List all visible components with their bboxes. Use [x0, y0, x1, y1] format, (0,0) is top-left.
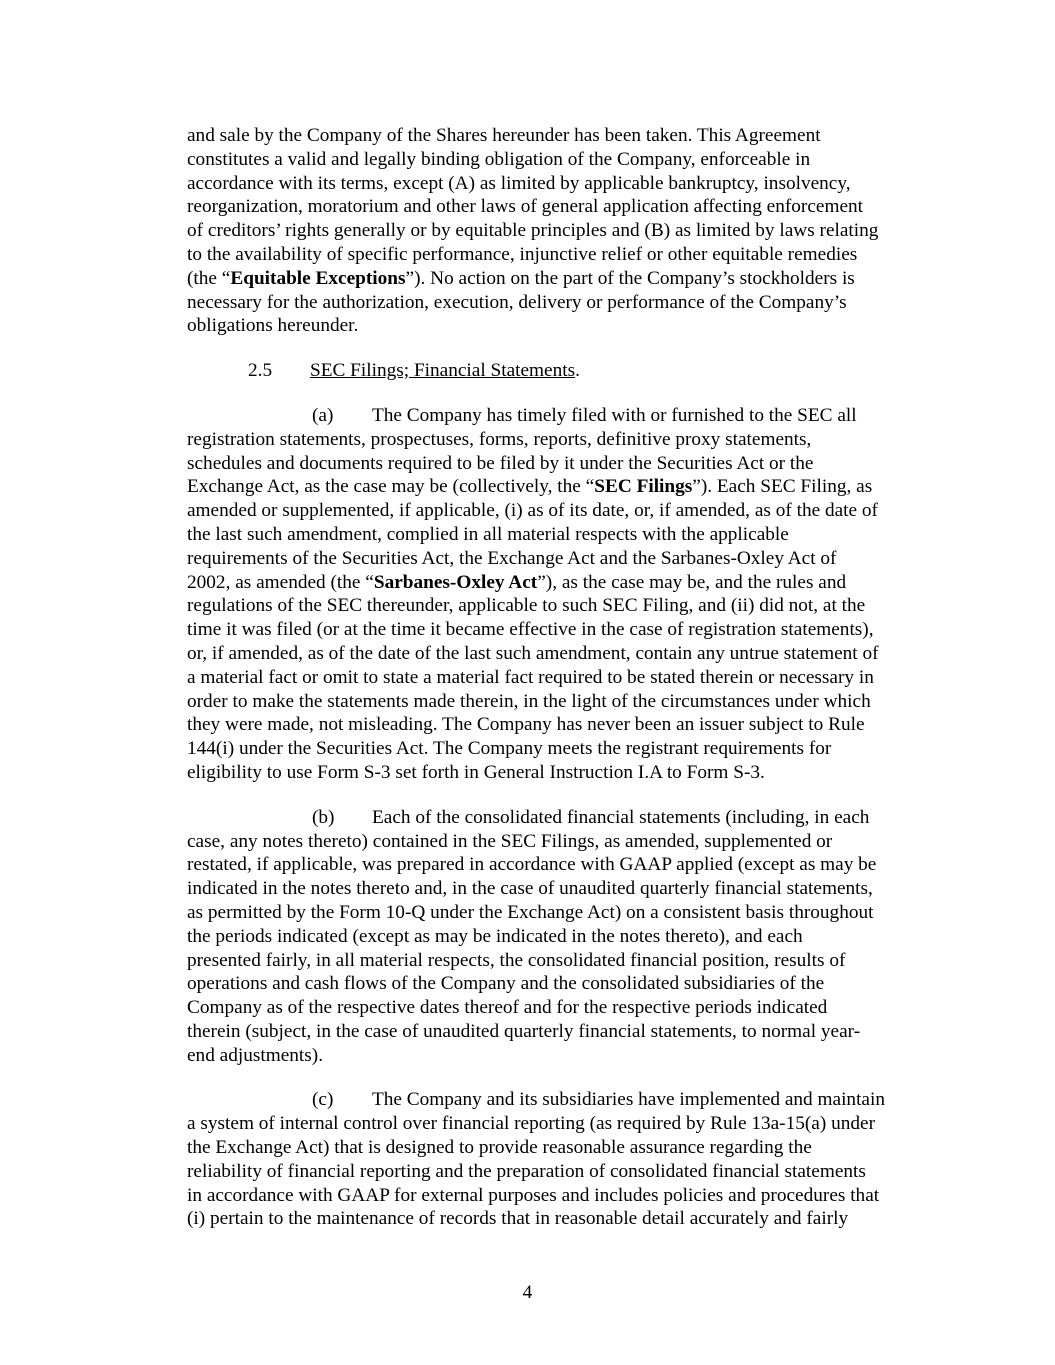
text-line: a system of internal control over financial reporting (as required by Rule 13a-15(a) under — [187, 1113, 875, 1135]
text-line: the periods indicated (except as may be indicated in the notes thereto), and each — [187, 925, 803, 947]
text-line: the Exchange Act) that is designed to provide reasonable assurance regarding the — [187, 1137, 812, 1159]
text-line: case, any notes thereto) contained in the SEC Filings, as amended, supplemented or — [187, 830, 833, 852]
text-fragment: The Company has timely filed with or furnished to the SEC all — [372, 404, 857, 426]
text-line: end adjustments). — [187, 1044, 324, 1066]
text-line: and sale by the Company of the Shares hereunder has been taken. This Agreement — [187, 125, 821, 146]
paragraph-a — [187, 404, 947, 785]
paragraph-first-line — [187, 404, 947, 428]
section-title-suffix: . — [575, 360, 580, 382]
text-line: necessary for the authorization, execution, delivery or performance of the Company’s — [187, 291, 847, 313]
text-line: amended or supplemented, if applicable, (i) as of its date, or, if amended, as of the date of — [187, 500, 878, 522]
paragraph-c — [187, 1088, 947, 1231]
text-line: (i) pertain to the maintenance of records that in reasonable detail accurately and fairly — [187, 1208, 849, 1230]
text-line — [187, 475, 947, 499]
text-line — [187, 571, 947, 595]
text-line: registration statements, prospectuses, forms, reports, definitive proxy statements, — [187, 428, 812, 450]
text-line: of creditors’ rights generally or by equitable principles and (B) as limited by laws relating — [187, 220, 879, 242]
text-line: constitutes a valid and legally binding obligation of the Company, enforceable in — [187, 148, 811, 170]
section-number: 2.5 — [248, 360, 273, 382]
page-number: 4 — [522, 1282, 533, 1303]
text-fragment: ”). No action on the part of the Company’s stockholders is — [405, 267, 855, 289]
text-line: they were made, not misleading. The Company has never been an issuer subject to Rule — [187, 714, 865, 736]
text-fragment: 2002, as amended (the “ — [187, 571, 374, 593]
paragraph-first-line — [187, 806, 947, 830]
defined-term-sec-filings: SEC Filings — [594, 476, 693, 498]
paragraph-label: (c) — [312, 1089, 334, 1111]
paragraph-label: (a) — [312, 404, 334, 426]
text-fragment: The Company and its subsidiaries have implemented and maintain — [372, 1089, 885, 1111]
text-line: reliability of financial reporting and the preparation of consolidated financial statements — [187, 1160, 866, 1182]
text-line: regulations of the SEC thereunder, applicable to such SEC Filing, and (ii) did not, at the — [187, 595, 866, 617]
text-line: restated, if applicable, was prepared in accordance with GAAP applied (except as may be — [187, 854, 877, 876]
text-fragment: ”). Each SEC Filing, as — [692, 476, 873, 498]
text-line: as permitted by the Form 10-Q under the Exchange Act) on a consistent basis throughout — [187, 901, 874, 923]
text-line: to the availability of specific performance, injunctive relief or other equitable remedies — [187, 243, 858, 265]
text-line: schedules and documents required to be filed by it under the Securities Act or the — [187, 452, 814, 474]
section-title: SEC Filings; Financial Statements — [310, 360, 576, 382]
text-line — [187, 267, 947, 291]
text-line: obligations hereunder. — [187, 315, 359, 337]
defined-term-sarbanes-oxley-act: Sarbanes-Oxley Act — [373, 571, 538, 593]
text-line: order to make the statements made therein, in the light of the circumstances under which — [187, 690, 871, 712]
text-line: therein (subject, in the case of unaudited quarterly financial statements, to normal year- — [187, 1020, 861, 1042]
text-line: 144(i) under the Securities Act. The Company meets the registrant requirements for — [187, 738, 832, 760]
text-fragment: ”), as the case may be, and the rules and — [537, 571, 847, 593]
intro-paragraph — [187, 124, 947, 338]
paragraph-first-line — [187, 1088, 947, 1112]
text-line: a material fact or omit to state a material fact required to be stated therein or necessary in — [187, 666, 874, 688]
text-line: the last such amendment, complied in all material respects with the applicable — [187, 523, 789, 545]
paragraph-label: (b) — [312, 806, 335, 828]
text-line: requirements of the Securities Act, the Exchange Act and the Sarbanes-Oxley Act of — [187, 547, 837, 569]
text-line: Company as of the respective dates thereof and for the respective periods indicated — [187, 997, 828, 1019]
text-line: indicated in the notes thereto and, in the case of unaudited quarterly financial statements, — [187, 878, 873, 900]
text-line: presented fairly, in all material respects, the consolidated financial position, results of — [187, 949, 846, 971]
defined-term-equitable-exceptions: Equitable Exceptions — [230, 267, 406, 289]
section-heading — [187, 359, 947, 383]
text-line: eligibility to use Form S-3 set forth in General Instruction I.A to Form S-3. — [187, 761, 765, 783]
text-line: accordance with its terms, except (A) as limited by applicable bankruptcy, insolvency, — [187, 172, 851, 194]
text-line: operations and cash flows of the Company and the consolidated subsidiaries of the — [187, 973, 825, 995]
page-body — [187, 124, 947, 1252]
text-line: reorganization, moratorium and other laws of general application affecting enforcement — [187, 196, 864, 218]
text-fragment: Each of the consolidated financial statements (including, in each — [372, 806, 870, 828]
text-fragment: Exchange Act, as the case may be (collectively, the “ — [187, 476, 595, 498]
text-fragment: (the “ — [187, 267, 231, 289]
text-line: or, if amended, as of the date of the last such amendment, contain any untrue statement of — [187, 642, 879, 664]
text-line: time it was filed (or at the time it became effective in the case of registration statements), — [187, 619, 874, 641]
text-line: in accordance with GAAP for external purposes and includes policies and procedures that — [187, 1184, 880, 1206]
paragraph-b — [187, 806, 947, 1068]
